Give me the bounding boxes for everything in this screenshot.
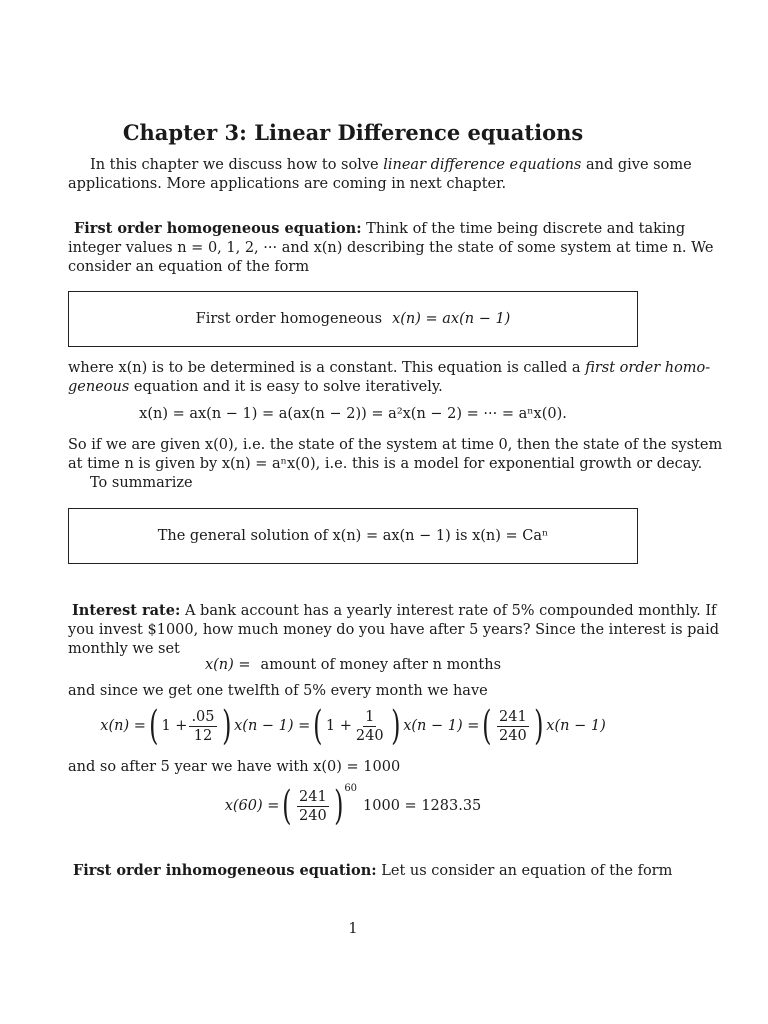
intro-paragraph (68, 156, 692, 194)
iteration-equation: x(n) = ax(n − 1) = a(ax(n − 2)) = a²x(n − 2) = ··· = aⁿx(0). (139, 406, 567, 422)
section-heading-inhomogeneous: First order inhomogeneous equation: (73, 862, 377, 879)
explanation-line-1: where x(n) is to be determined is a constant. This equation is called a first order homo- (68, 360, 711, 376)
monthly-growth-equation: x(n) = ( 1 + $\frac{.05}{12}$ ) x(n − 1) = ( 1 + $\frac{1}{240}$ ) x(n − 1) = ( $\frac{241}{240}$ ) x(n − 1) (100, 703, 606, 749)
homogeneous-line-2: integer values n = 0, 1, 2, ··· and x(n) describing the state of some system at time n. We (68, 240, 714, 256)
interest-line-2: you invest $1000, how much money do you have after 5 years? Since the interest is paid (68, 622, 719, 638)
general-solution-box (68, 508, 638, 564)
solution-line-1: So if we are given x(0), i.e. the state of the system at time 0, then the state of the system (68, 437, 723, 453)
solution-paragraph (68, 436, 723, 493)
intro-line-2: applications. More applications are coming in next chapter. (68, 176, 507, 192)
chapter-title: Chapter 3: Linear Difference equations (122, 120, 584, 145)
exponent-60: 60 (344, 782, 358, 794)
box-label: First order homogeneous (195, 311, 383, 327)
intro-line-1: In this chapter we discuss how to solve linear difference equations and give some (90, 157, 692, 173)
fraction-1-over-240: $\frac{1}{240}$ (355, 708, 384, 744)
interest-line-5: and so after 5 year we have with x(0) = 1000 (68, 759, 401, 775)
solution-line-2: at time n is given by x(n) = aⁿx(0), i.e. this is a model for exponential growth or decay. (68, 456, 703, 472)
homogeneous-explanation (68, 359, 711, 397)
interest-line-4: and since we get one twelfth of 5% every month we have (68, 683, 488, 699)
sixty-month-equation: x(60) = ( $\frac{241}{240}$ ) 60 1000 = 1283.35 (224, 782, 482, 829)
general-solution-text: The general solution of x(n) = ax(n − 1) is x(n) = Caⁿ (157, 528, 549, 544)
homogeneous-equation-box (68, 291, 638, 347)
box-equation: x(n) = ax(n − 1) (392, 311, 511, 327)
section-heading-homogeneous: First order homogeneous equation: (74, 220, 362, 237)
summarize-line: To summarize (90, 475, 193, 491)
homogeneous-line-3: consider an equation of the form (68, 259, 310, 275)
fraction-05-over-12: $\frac{.05}{12}$ (191, 708, 215, 744)
inhomogeneous-paragraph: First order inhomogeneous equation: Let us consider an equation of the form (73, 862, 673, 879)
homogeneous-line-1: First order homogeneous equation: Think of the time being discrete and taking (74, 220, 686, 237)
interest-line-1: Interest rate: A bank account has a yearly interest rate of 5% compounded monthly. If (72, 602, 717, 619)
section-heading-interest: Interest rate: (72, 602, 181, 619)
fraction-241-over-240-power: $\frac{241}{240}$ (299, 788, 327, 824)
interest-line-3: monthly we set (68, 641, 180, 657)
homogeneous-paragraph (68, 219, 714, 277)
interest-paragraph (68, 601, 719, 659)
definition-equation: x(n) = amount of money after n months (204, 657, 502, 673)
explanation-line-2: geneous equation and it is easy to solve iteratively. (68, 379, 443, 395)
fraction-241-over-240: $\frac{241}{240}$ (499, 708, 527, 744)
page-number: 1 (348, 921, 358, 937)
